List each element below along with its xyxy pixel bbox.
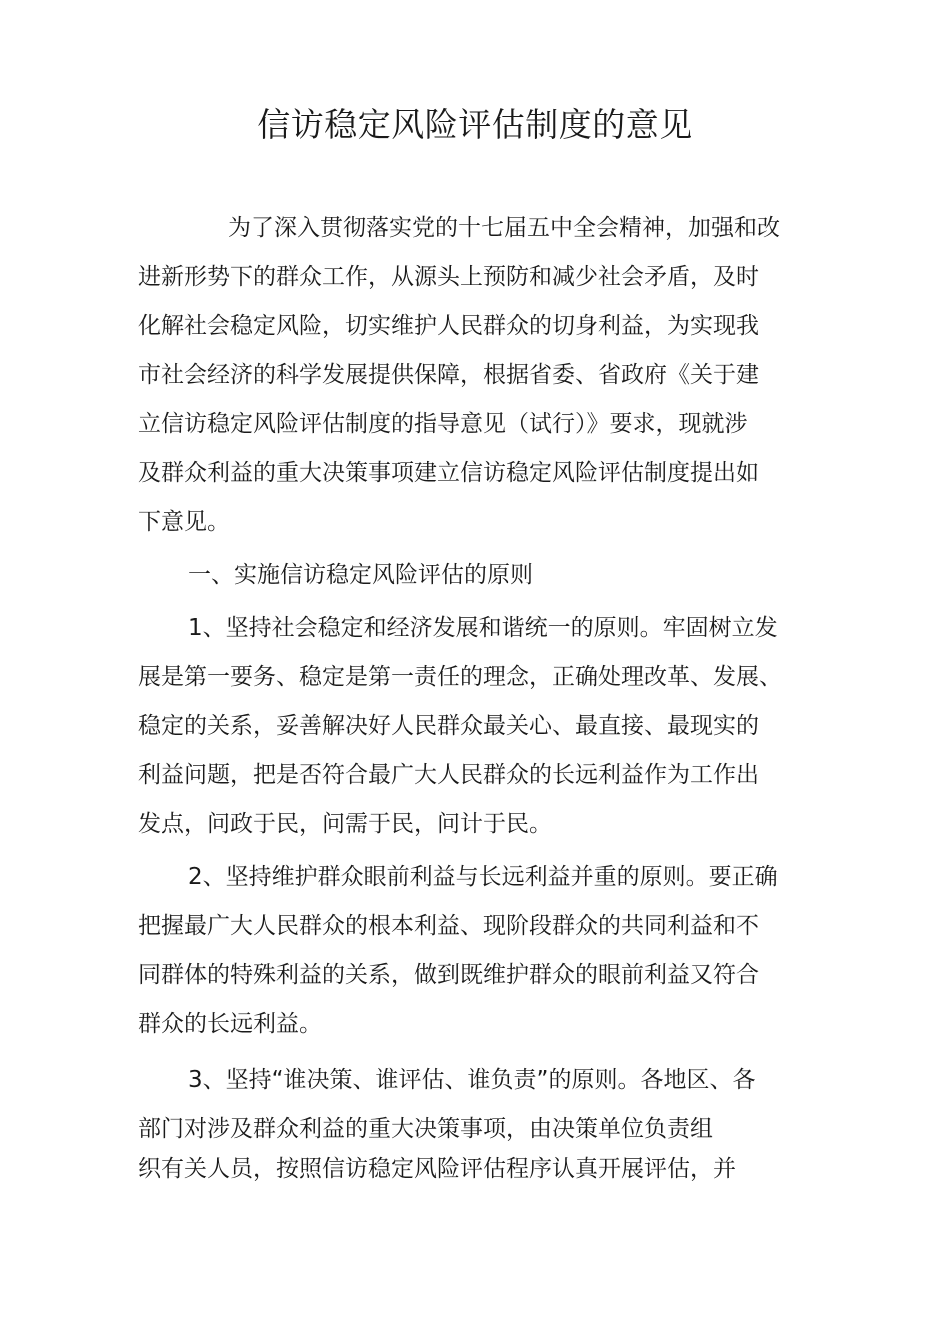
body-line: 织有关人员，按照信访稳定风险评估程序认真开展评估，并: [138, 1156, 736, 1182]
body-line: 把握最广大人民群众的根本利益、现阶段群众的共同利益和不: [138, 913, 759, 939]
body-line: 部门对涉及群众利益的重大决策事项，由决策单位负责组: [138, 1116, 713, 1142]
body-line: 下意见。: [138, 509, 230, 535]
body-line: 2、坚持维护群众眼前利益与长远利益并重的原则。要正确: [188, 864, 778, 890]
body-line: 稳定的关系，妥善解决好人民群众最关心、最直接、最现实的: [138, 713, 759, 739]
body-line: 市社会经济的科学发展提供保障，根据省委、省政府《关于建: [138, 362, 759, 388]
body-line: 展是第一要务、稳定是第一责任的理念，正确处理改革、发展、: [138, 664, 782, 690]
body-line: 1、坚持社会稳定和经济发展和谐统一的原则。牢固树立发: [188, 615, 778, 641]
body-line: 群众的长远利益。: [138, 1011, 322, 1037]
body-line: 发点，问政于民，问需于民，问计于民。: [138, 811, 552, 837]
body-line: 进新形势下的群众工作，从源头上预防和减少社会矛盾，及时: [138, 264, 759, 290]
body-line: 化解社会稳定风险，切实维护人民群众的切身利益，为实现我: [138, 313, 759, 339]
body-line: 利益问题，把是否符合最广大人民群众的长远利益作为工作出: [138, 762, 759, 788]
body-line: 3、坚持“谁决策、谁评估、谁负责”的原则。各地区、各: [188, 1067, 756, 1093]
body-line: 为了深入贯彻落实党的十七届五中全会精神，加强和改: [228, 215, 780, 241]
document-title: 信访稳定风险评估制度的意见: [257, 105, 693, 144]
section-heading: 一、实施信访稳定风险评估的原则: [188, 562, 533, 588]
body-line: 同群体的特殊利益的关系，做到既维护群众的眼前利益又符合: [138, 962, 759, 988]
body-line: 立信访稳定风险评估制度的指导意见（试行）》要求，现就涉: [138, 411, 748, 437]
body-line: 及群众利益的重大决策事项建立信访稳定风险评估制度提出如: [138, 460, 759, 486]
